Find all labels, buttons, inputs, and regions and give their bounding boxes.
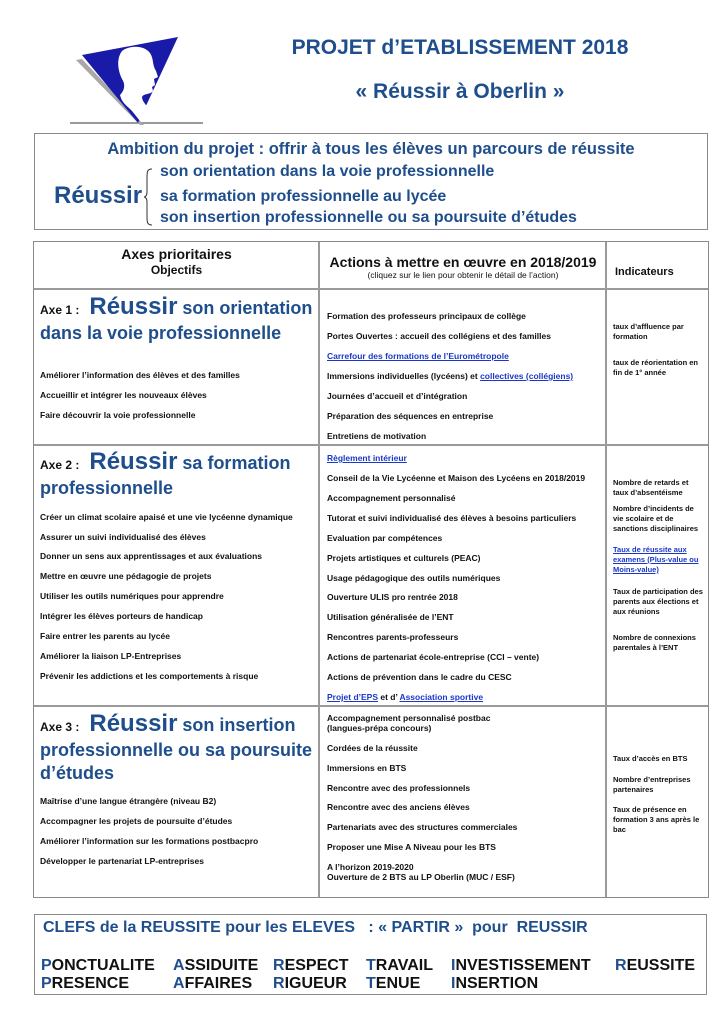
clef-word-text: A — [173, 975, 185, 992]
objective-item: Développer le partenariat LP-entreprises — [40, 856, 204, 866]
clef-word-rest: FFAIRES — [184, 975, 253, 992]
action-link-carrefour[interactable]: Carrefour des formations de l’Eurométropole — [327, 351, 509, 361]
row-divider — [34, 444, 708, 446]
action-item: Utilisation généralisée de l’ENT — [327, 612, 454, 622]
ambition-box — [34, 133, 708, 230]
axe-3-label: Axe 3 : — [40, 720, 80, 734]
document-title: PROJET d’ETABLISSEMENT 2018 — [291, 36, 629, 59]
clef-word — [366, 975, 420, 993]
action-item: Partenariats avec des structures commerciales — [327, 822, 518, 832]
clef-word-text: P — [41, 975, 52, 992]
axe-3-verb: Réussir — [89, 710, 178, 737]
action-item: Accompagnement personnalisé postbac — [327, 713, 491, 723]
clef-word — [451, 957, 591, 975]
action-item: Evaluation par compétences — [327, 533, 443, 543]
axe-2-title — [40, 450, 315, 500]
action-link-association-sportive[interactable]: Association sportive — [399, 692, 484, 702]
action-item: Ouverture de 2 BTS au LP Oberlin (MUC / ESF) — [327, 872, 515, 882]
action-item: Projets artistiques et culturels (PEAC) — [327, 553, 481, 563]
action-item: Conseil de la Vie Lycéenne et Maison des Lycéens en 2018/2019 — [327, 473, 586, 483]
indicator-item: taux de réorientation en fin de 1° année — [613, 358, 699, 377]
clef-word-text: T — [366, 975, 376, 992]
clef-word-rest: ONCTUALITE — [51, 957, 155, 974]
indicator-item: Taux de présence en formation 3 ans après le bac — [613, 805, 700, 834]
action-item: Actions de partenariat école-entreprise (CCI – vente) — [327, 652, 540, 662]
indicator-item: Nombre d’entreprises partenaires — [613, 775, 691, 794]
action-item: Journées d’accueil et d’intégration — [327, 391, 468, 401]
indicator-item: Nombre de connexions parentales à l’ENT — [613, 633, 696, 652]
clef-word-rest: RAVAIL — [375, 957, 433, 974]
indicator-item: Nombre de retards et taux d’absentéisme — [613, 478, 689, 497]
action-item: Usage pédagogique des outils numériques — [327, 573, 501, 583]
axes-table — [33, 241, 709, 898]
axe-2-verb: Réussir — [89, 448, 178, 475]
objective-item: Accompagner les projets de poursuite d’études — [40, 816, 233, 826]
clef-word — [366, 957, 433, 975]
action-item: Tutorat et suivi individualisé des élèves à besoins particuliers — [327, 513, 577, 523]
indicator-item: Taux de participation des parents aux élections et aux réunions — [613, 587, 703, 616]
axe-2-label: Axe 2 : — [40, 458, 80, 472]
clef-word-text: R — [615, 957, 627, 974]
school-logo — [60, 35, 210, 130]
clef-word-text: T — [366, 957, 376, 974]
objective-item: Donner un sens aux apprentissages et aux évaluations — [40, 551, 263, 561]
objective-item: Accueillir et intégrer les nouveaux élèves — [40, 390, 207, 400]
header-objectives-label: Objectifs — [150, 263, 203, 277]
axe-3-title — [40, 712, 315, 785]
clef-word-rest: EUSSITE — [626, 957, 696, 974]
clef-word-rest: NVESTISSEMENT — [455, 957, 591, 974]
header-divider — [34, 288, 708, 290]
curly-brace-icon — [143, 168, 153, 226]
action-item: Cordées de la réussite — [327, 743, 418, 753]
action-item: Formation des professeurs principaux de collège — [327, 311, 526, 321]
clef-word-text: P — [41, 957, 52, 974]
objective-item: Améliorer la liaison LP-Entreprises — [40, 651, 182, 661]
action-link-collectives[interactable]: collectives (collégiens) — [480, 371, 574, 381]
clef-word-text: I — [451, 957, 456, 974]
header-indicators: Indicateurs — [615, 266, 674, 278]
action-link-projet-eps[interactable]: Projet d’EPS — [327, 692, 379, 702]
objective-item: Faire découvrir la voie professionnelle — [40, 410, 196, 420]
action-item: Entretiens de motivation — [327, 431, 427, 441]
header-axes — [34, 246, 319, 278]
axe-1-verb: Réussir — [89, 293, 178, 320]
objective-item: Mettre en œuvre une pédagogie de projets — [40, 571, 212, 581]
oberlin-profile-logo-icon — [60, 35, 210, 130]
clef-word-rest: NSERTION — [455, 975, 539, 992]
column-divider — [605, 242, 607, 897]
objective-item: Maîtrise d’une langue étrangère (niveau B2) — [40, 796, 217, 806]
axe-2-title-rest: sa formation professionnelle — [40, 453, 291, 498]
objective-item: Prévenir les addictions et les comportements à risque — [40, 671, 259, 681]
action-item — [327, 692, 483, 703]
row-divider — [34, 705, 708, 707]
action-text: Immersions individuelles (lycéens) et — [327, 371, 481, 381]
action-item: Ouverture ULIS pro rentrée 2018 — [327, 592, 458, 602]
clef-word-rest: SSIDUITE — [184, 957, 259, 974]
document-subtitle: « Réussir à Oberlin » — [355, 80, 565, 103]
indicator-item: Nombre d’incidents de vie scolaire et de sanctions disciplinaires — [613, 504, 699, 533]
objective-item: Améliorer l’information sur les formations postbacpro — [40, 836, 259, 846]
clef-word — [41, 975, 129, 993]
action-item: Rencontre avec des anciens élèves — [327, 802, 470, 812]
ambition-line-1: son orientation dans la voie professionnelle — [160, 163, 495, 180]
action-item: Proposer une Mise A Niveau pour les BTS — [327, 842, 496, 852]
action-text: et d’ — [378, 692, 400, 702]
ambition-line-3: son insertion professionnelle ou sa poursuite d’études — [160, 209, 577, 226]
clef-word-text: R — [273, 957, 285, 974]
action-item: Immersions en BTS — [327, 763, 407, 773]
column-divider — [318, 242, 320, 897]
clef-word-rest: ESPECT — [284, 957, 349, 974]
clef-word-text: I — [451, 975, 456, 992]
action-item: Accompagnement personnalisé — [327, 493, 456, 503]
objective-item: Faire entrer les parents au lycée — [40, 631, 170, 641]
clef-word-rest: RESENCE — [51, 975, 130, 992]
indicator-link-taux-reussite[interactable]: Taux de réussite aux examens (Plus-value ou Moins-value) — [613, 545, 699, 574]
header-actions-label: Actions à mettre en œuvre en 2018/2019 — [329, 254, 597, 270]
ambition-title: Ambition du projet : offrir à tous les élèves un parcours de réussite — [107, 140, 635, 158]
clef-word — [273, 975, 347, 993]
action-item: Rencontres parents-professeurs — [327, 632, 459, 642]
clef-word — [451, 975, 538, 993]
action-item: Préparation des séquences en entreprise — [327, 411, 494, 421]
reussir-verb: Réussir — [54, 182, 143, 209]
axe-1-title — [40, 295, 315, 345]
axe-1-title-rest: son orientation dans la voie professionnelle — [40, 298, 313, 343]
objective-item: Améliorer l’information des élèves et des familles — [40, 370, 240, 380]
clef-word — [173, 957, 258, 975]
clefs-reussite-box — [34, 914, 707, 995]
clef-word — [273, 957, 349, 975]
objective-item: Intégrer les élèves porteurs de handicap — [40, 611, 203, 621]
action-item: Rencontre avec des professionnels — [327, 783, 471, 793]
action-item: Portes Ouvertes : accueil des collégiens et des familles — [327, 331, 551, 341]
clef-word — [615, 957, 695, 975]
action-link-reglement[interactable]: Règlement intérieur — [327, 453, 407, 463]
ambition-line-2: sa formation professionnelle au lycée — [160, 188, 447, 205]
clef-word-text: A — [173, 957, 185, 974]
indicator-item: Taux d’accès en BTS — [613, 754, 688, 763]
axe-3-title-rest: son insertion professionnelle ou sa poursuite d’études — [40, 715, 313, 783]
clef-word-rest: ENUE — [375, 975, 421, 992]
clef-word — [41, 957, 155, 975]
objective-item: Créer un climat scolaire apaisé et une vie lycéenne dynamique — [40, 512, 293, 522]
clef-word-text: R — [273, 975, 285, 992]
indicator-item: taux d’affluence par formation — [613, 322, 684, 341]
header-actions — [320, 254, 606, 281]
objective-item: Assurer un suivi individualisé des élèves — [40, 532, 206, 542]
objective-item: Utiliser les outils numériques pour apprendre — [40, 591, 224, 601]
header-actions-note: (cliquez sur le lien pour obtenir le détail de l’action) — [367, 270, 559, 280]
clef-word — [173, 975, 252, 993]
action-item — [327, 371, 573, 382]
action-item: Actions de prévention dans le cadre du CESC — [327, 672, 512, 682]
action-item: A l’horizon 2019-2020 — [327, 862, 414, 872]
clefs-title: CLEFS de la REUSSITE pour les ELEVES : « PARTIR » pour REUSSIR — [43, 919, 588, 936]
header-axes-label: Axes prioritaires — [121, 246, 232, 262]
clef-word-rest: IGUEUR — [284, 975, 347, 992]
action-item: (langues-prépa concours) — [327, 723, 432, 733]
axe-1-label: Axe 1 : — [40, 303, 80, 317]
